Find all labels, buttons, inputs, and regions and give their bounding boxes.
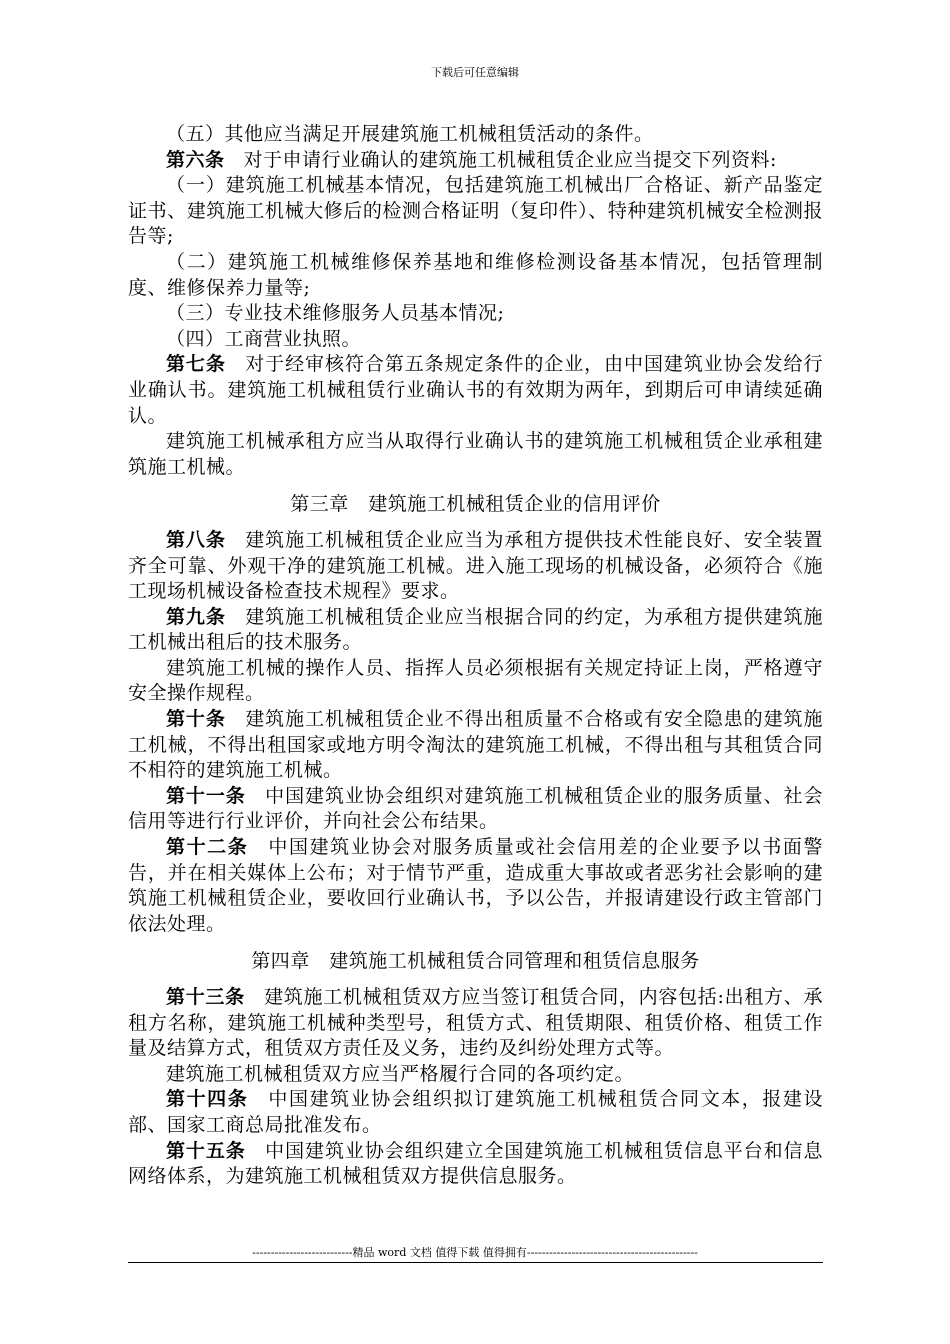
article-paragraph [128,1139,823,1190]
article-number: 第十一条 [166,784,246,807]
body-paragraph [128,429,823,480]
paragraph-text: （五）其他应当满足开展建筑施工机械租赁活动的条件。 [166,123,654,145]
paragraph-text: （四）工商营业执照。 [166,327,362,350]
body-paragraph [128,1062,823,1088]
article-paragraph [128,605,823,656]
paragraph-text: 建筑施工机械租赁企业应当为承租方提供技术性能良好、安全装置齐全可靠、外观干净的建筑施工机械。进入施工现场的机械设备，必须符合《施工现场机械设备检查技术规程》要求。 [128,528,823,603]
page-footer: ---------------------------精品 word 文档 值得下载 值得拥有---------------------------------------------- [252,1246,698,1259]
paragraph-text: 中国建筑业协会组织对建筑施工机械租赁企业的服务质量、社会信用等进行行业评价，并向社会公布结果。 [128,784,823,833]
article-number: 第十四条 [166,1088,249,1111]
paragraph-text: 建筑施工机械的操作人员、指挥人员必须根据有关规定持证上岗，严格遵守安全操作规程。 [128,656,823,705]
article-number: 第八条 [166,528,226,551]
body-paragraph [128,122,823,148]
footer-rule [128,1262,823,1263]
body-paragraph [128,250,823,301]
chapter-heading: 第四章 建筑施工机械租赁合同管理和租赁信息服务 [251,950,700,973]
paragraph-text: 对于经审核符合第五条规定条件的企业，由中国建筑业协会发给行业确认书。建筑施工机械租赁行业确认书的有效期为两年，到期后可申请续延确认。 [128,353,823,427]
body-paragraph [128,656,823,707]
article-number: 第十条 [166,708,226,731]
article-paragraph [128,1087,823,1138]
article-number: 第七条 [166,353,226,376]
paragraph-text: 中国建筑业协会对服务质量或社会信用差的企业要予以书面警告，并在相关媒体上公布；对于情节严重，造成重大事故或者恶劣社会影响的建筑施工机械租赁企业，要收回行业确认书，予以公告，并报请建设行政主管部门依法处理。 [128,836,823,935]
paragraph-text: （一）建筑施工机械基本情况，包括建筑施工机械出厂合格证、新产品鉴定证书、建筑施工机械大修后的检测合格证明（复印件）、特种建筑机械安全检测报告等; [128,174,823,248]
paragraph-text: 建筑施工机械租赁双方应当严格履行合同的各项约定。 [166,1062,635,1085]
article-number: 第十五条 [166,1139,246,1162]
article-paragraph [128,835,823,937]
article-paragraph [128,352,823,429]
paragraph-text: 建筑施工机械租赁企业应当根据合同的约定，为承租方提供建筑施工机械出租后的技术服务。 [128,605,823,654]
paragraph-text: 建筑施工机械租赁双方应当签订租赁合同，内容包括:出租方、承租方名称，建筑施工机械种类型号，租赁方式、租赁期限、租赁价格、租赁工作量及结算方式，租赁双方责任及义务，违约及纠纷处理方式等。 [128,986,823,1060]
article-paragraph [128,148,823,174]
article-paragraph [128,707,823,784]
article-number: 第十二条 [166,836,249,859]
chapter-heading: 第三章 建筑施工机械租赁企业的信用评价 [290,493,661,516]
body-paragraph [128,327,823,353]
article-paragraph [128,985,823,1062]
paragraph-text: 中国建筑业协会组织拟订建筑施工机械租赁合同文本，报建设部、国家工商总局批准发布。 [128,1088,823,1136]
paragraph-text: 建筑施工机械承租方应当从取得行业确认书的建筑施工机械租赁企业承租建筑施工机械。 [128,430,823,478]
document-body [128,122,823,1190]
body-paragraph [128,301,823,327]
page-header: 下载后可任意编辑 [431,66,519,79]
article-number: 第九条 [166,605,226,628]
paragraph-text: 建筑施工机械租赁企业不得出租质量不合格或有安全隐患的建筑施工机械，不得出租国家或地方明令淘汰的建筑施工机械，不得出租与其租赁合同不相符的建筑施工机械。 [128,708,823,782]
paragraph-text: 对于申请行业确认的建筑施工机械租赁企业应当提交下列资料: [243,148,777,171]
paragraph-text: 中国建筑业协会组织建立全国建筑施工机械租赁信息平台和信息网络体系，为建筑施工机械租赁双方提供信息服务。 [128,1139,823,1188]
article-number: 第六条 [166,148,225,171]
paragraph-text: （三）专业技术维修服务人员基本情况; [166,302,505,325]
article-number: 第十三条 [166,986,245,1008]
body-paragraph [128,173,823,250]
article-paragraph [128,528,823,605]
paragraph-text: （二）建筑施工机械维修保养基地和维修检测设备基本情况，包括管理制度、维修保养力量等; [128,250,823,299]
article-paragraph [128,784,823,835]
